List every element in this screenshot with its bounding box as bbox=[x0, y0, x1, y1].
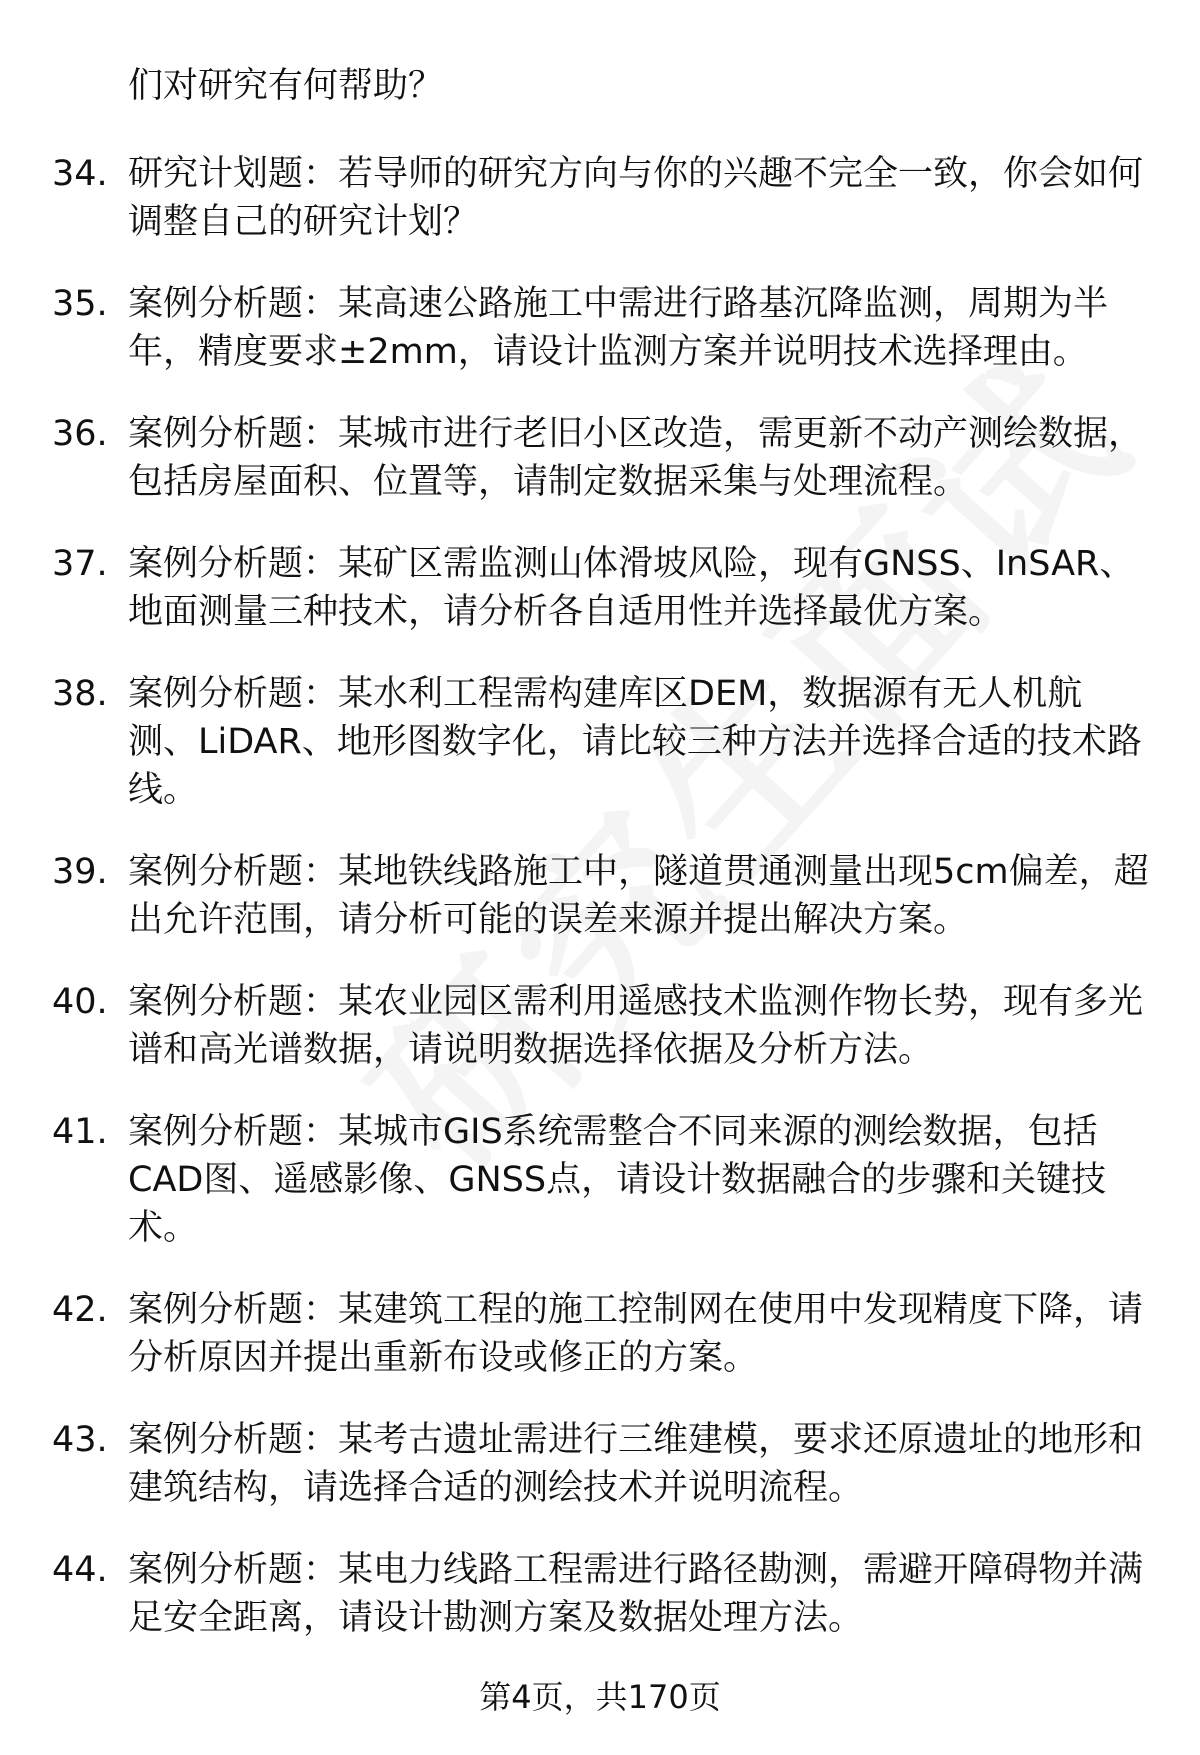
question-text: 案例分析题：某水利工程需构建库区DEM，数据源有无人机航测、LiDAR、地形图数字化，请比较三种方法并选择合适的技术路线。 bbox=[128, 674, 1142, 810]
list-item bbox=[52, 150, 1152, 246]
question-text: 案例分析题：某高速公路施工中需进行路基沉降监测，周期为半年，精度要求±2mm，请设计监测方案并说明技术选择理由。 bbox=[128, 284, 1109, 372]
question-number: 38. bbox=[52, 674, 108, 714]
list-item bbox=[52, 848, 1152, 944]
question-text: 案例分析题：某地铁线路施工中，隧道贯通测量出现5cm偏差，超出允许范围，请分析可能的误差来源并提出解决方案。 bbox=[128, 852, 1149, 940]
question-number: 43. bbox=[52, 1420, 108, 1460]
question-number: 42. bbox=[52, 1290, 108, 1330]
question-number: 39. bbox=[52, 852, 108, 892]
list-item bbox=[52, 1416, 1152, 1512]
list-item bbox=[52, 1286, 1152, 1382]
question-list bbox=[52, 62, 1152, 1676]
question-number: 34. bbox=[52, 154, 108, 194]
question-text: 案例分析题：某城市进行老旧小区改造，需更新不动产测绘数据，包括房屋面积、位置等，请制定数据采集与处理流程。 bbox=[128, 414, 1144, 502]
question-text: 案例分析题：某考古遗址需进行三维建模，要求还原遗址的地形和建筑结构，请选择合适的测绘技术并说明流程。 bbox=[128, 1420, 1144, 1508]
page-footer: 第4页，共170页 bbox=[479, 1678, 721, 1716]
list-item bbox=[52, 978, 1152, 1074]
question-number: 37. bbox=[52, 544, 108, 584]
question-number: 40. bbox=[52, 982, 108, 1022]
continuation-text: 们对研究有何帮助？ bbox=[128, 66, 444, 106]
question-text: 案例分析题：某建筑工程的施工控制网在使用中发现精度下降，请分析原因并提出重新布设或修正的方案。 bbox=[128, 1290, 1144, 1378]
question-text: 案例分析题：某城市GIS系统需整合不同来源的测绘数据，包括CAD图、遥感影像、GNSS点，请设计数据融合的步骤和关键技术。 bbox=[128, 1112, 1107, 1248]
question-number: 35. bbox=[52, 284, 108, 324]
question-number: 44. bbox=[52, 1550, 108, 1590]
question-text: 案例分析题：某矿区需监测山体滑坡风险，现有GNSS、InSAR、地面测量三种技术，请分析各自适用性并选择最优方案。 bbox=[128, 544, 1135, 632]
list-item bbox=[52, 540, 1152, 636]
list-item bbox=[52, 1546, 1152, 1642]
question-text: 研究计划题：若导师的研究方向与你的兴趣不完全一致，你会如何调整自己的研究计划？ bbox=[128, 154, 1144, 242]
question-text: 案例分析题：某电力线路工程需进行路径勘测，需避开障碍物并满足安全距离，请设计勘测方案及数据处理方法。 bbox=[128, 1550, 1144, 1638]
list-item bbox=[52, 670, 1152, 814]
list-item bbox=[52, 410, 1152, 506]
question-number: 41. bbox=[52, 1112, 108, 1152]
list-item bbox=[52, 1108, 1152, 1252]
question-text: 案例分析题：某农业园区需利用遥感技术监测作物长势，现有多光谱和高光谱数据，请说明数据选择依据及分析方法。 bbox=[128, 982, 1144, 1070]
list-item bbox=[52, 280, 1152, 376]
question-number: 36. bbox=[52, 414, 108, 454]
